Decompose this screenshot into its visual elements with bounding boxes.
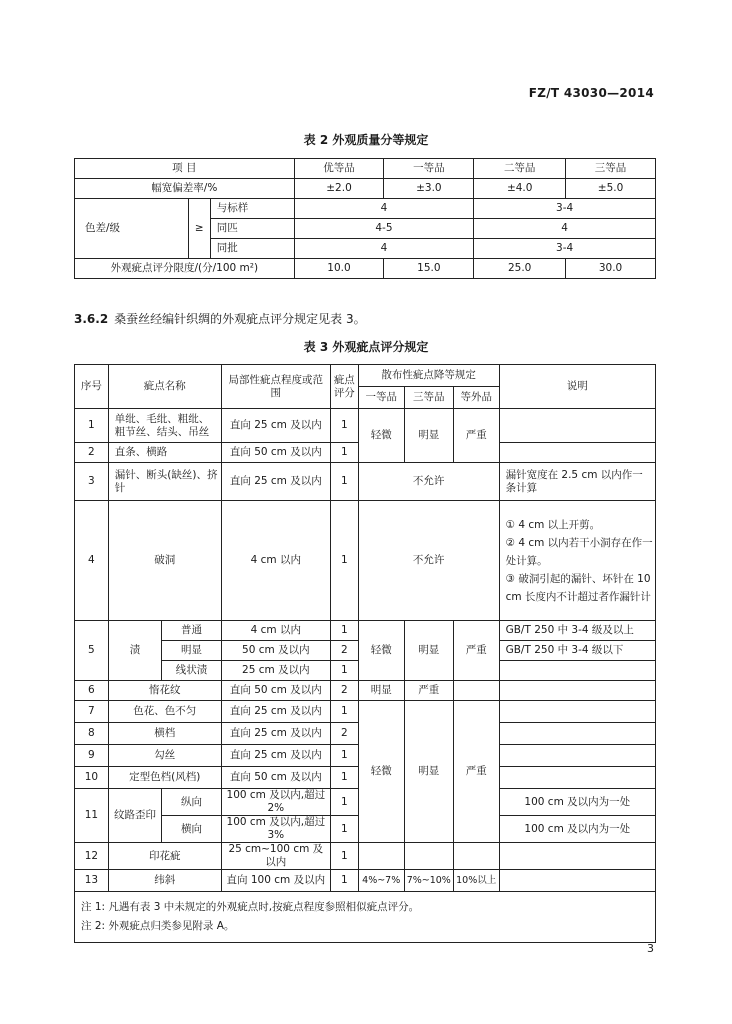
table3-cell: 1 [330, 409, 358, 443]
table3-cell: 漏针宽度在 2.5 cm 以内作一条计算 [499, 463, 655, 501]
table2-grade-first: 一等品 [384, 159, 474, 179]
table3-cell: 1 [330, 621, 358, 641]
table3-header-name: 疵点名称 [108, 365, 221, 409]
table2-cell: 4-5 [294, 219, 474, 239]
table3-cell: 渍 [108, 621, 162, 681]
table2-cell: 外观疵点评分限度/(分/100 m²) [75, 259, 295, 279]
table3-row [75, 843, 656, 870]
table2-grade-excellent: 优等品 [294, 159, 384, 179]
table3-cell [453, 681, 499, 701]
table2-cell: ±3.0 [384, 179, 474, 199]
table2-cell: 10.0 [294, 259, 384, 279]
clause-number: 3.6.2 [74, 312, 109, 326]
table3-cell [499, 870, 655, 892]
table3-cell: 轻微 [358, 621, 404, 681]
table3-cell: 轻微 [358, 701, 404, 843]
note-line: ① 4 cm 以上开剪。 [505, 518, 601, 531]
standard-number: FZ/T 43030—2014 [528, 86, 654, 100]
table3-cell: 直向 100 cm 及以内 [221, 870, 330, 892]
table3-cell: 1 [330, 816, 358, 843]
table3-cell: 明显 [404, 701, 453, 843]
table2-cell: 4 [294, 199, 474, 219]
table3-cell: 2 [75, 443, 109, 463]
table3-cell [499, 443, 655, 463]
table3-cell: 50 cm 及以内 [221, 641, 330, 661]
table3-cell: 25 cm 及以内 [221, 661, 330, 681]
table3-cell: 4 cm 以内 [221, 621, 330, 641]
table3-cell: 2 [330, 681, 358, 701]
table3-cell: 1 [330, 701, 358, 723]
table3-cell [499, 701, 655, 723]
table3-cell: 漏针、断头(缺丝)、挤针 [108, 463, 221, 501]
table3-cell: 直向 50 cm 及以内 [221, 767, 330, 789]
table3-cell: 1 [330, 745, 358, 767]
table3-cell: GB/T 250 中 3-4 级及以上 [499, 621, 655, 641]
table3-cell: 11 [75, 789, 109, 843]
table3-cell [499, 723, 655, 745]
table2-cell: 4 [474, 219, 656, 239]
table3-header-note: 说明 [499, 365, 655, 409]
table3-cell: 严重 [453, 409, 499, 463]
table3-cell: 10%以上 [453, 870, 499, 892]
table3-cell: 100 cm 及以内为一处 [499, 789, 655, 816]
table3-cell: 纹路歪印 [108, 789, 162, 843]
table3-cell: 6 [75, 681, 109, 701]
table3-cell: 横档 [108, 723, 221, 745]
table3-cell: 惰花纹 [108, 681, 221, 701]
table3-cell: 直向 25 cm 及以内 [221, 745, 330, 767]
table3-cell: 1 [330, 661, 358, 681]
table2-cell: ±4.0 [474, 179, 566, 199]
table3-cell: 10 [75, 767, 109, 789]
table3-cell [453, 843, 499, 870]
table3-cell: 1 [330, 501, 358, 621]
table3-cell: 破洞 [108, 501, 221, 621]
table3-cell: 2 [330, 723, 358, 745]
table3-cell: 单纰、毛纰、粗纰、粗节丝、结头、吊丝 [108, 409, 221, 443]
table3-cell: 明显 [162, 641, 221, 661]
page-number: 3 [647, 942, 654, 955]
table3-header-score: 疵点评分 [330, 365, 358, 409]
table2 [74, 158, 656, 279]
table2-cell: 与标样 [210, 199, 294, 219]
table3-header-grade: 三等品 [404, 387, 453, 409]
table3-cell: 严重 [453, 621, 499, 681]
table3-cell: 定型色档(风档) [108, 767, 221, 789]
note-line: ② 4 cm 以内若干小洞存在作一处计算。 [505, 536, 653, 567]
table3-cell: 4 cm 以内 [221, 501, 330, 621]
table3-cell: 直向 25 cm 及以内 [221, 723, 330, 745]
table3-cell: 印花疵 [108, 843, 221, 870]
table3-row [75, 701, 656, 723]
table3-cell: 1 [330, 843, 358, 870]
clause-text: 桑蚕丝经编针织绸的外观疵点评分规定见表 3。 [114, 312, 366, 326]
table3-row [75, 463, 656, 501]
table3-cell: 8 [75, 723, 109, 745]
table3-cell [499, 767, 655, 789]
table3-cell: 3 [75, 463, 109, 501]
table3-row [75, 681, 656, 701]
table3-cell: 勾丝 [108, 745, 221, 767]
table2-cell: 25.0 [474, 259, 566, 279]
table3-cell: 不允许 [358, 463, 499, 501]
table2-grade-second: 二等品 [474, 159, 566, 179]
table3-cell: 4%~7% [358, 870, 404, 892]
table3-header-row [75, 365, 656, 387]
table3-cell: 25 cm~100 cm 及以内 [221, 843, 330, 870]
table3-cell: 直向 50 cm 及以内 [221, 681, 330, 701]
table3-cell: 直向 50 cm 及以内 [221, 443, 330, 463]
table2-item-header: 项 目 [75, 159, 295, 179]
table3-cell: 1 [330, 443, 358, 463]
clause-3-6-2 [74, 310, 366, 327]
table3-cell: 1 [330, 767, 358, 789]
table3-cell [499, 409, 655, 443]
table3-row [75, 409, 656, 443]
table2-title: 表 2 外观质量分等规定 [303, 133, 429, 147]
table3-cell: 12 [75, 843, 109, 870]
table3-cell [499, 843, 655, 870]
table3-title: 表 3 外观疵点评分规定 [303, 340, 429, 354]
table2-cell: 同批 [210, 239, 294, 259]
table2-header-row [75, 159, 656, 179]
table3-cell: 100 cm 及以内,超过 3% [221, 816, 330, 843]
table2-cell: 30.0 [566, 259, 656, 279]
table3-header-extent: 局部性疵点程度或范围 [221, 365, 330, 409]
table3-cell: 不允许 [358, 501, 499, 621]
table3-cell [499, 745, 655, 767]
table3-cell: 直向 25 cm 及以内 [221, 409, 330, 443]
table3-cell: 1 [330, 463, 358, 501]
table3-cell: 1 [330, 870, 358, 892]
table2-color-label: 色差/级 [75, 199, 189, 259]
table3-cell: 100 cm 及以内,超过 2% [221, 789, 330, 816]
table2-color-sign: ≥ [188, 199, 210, 259]
table2-cell: 幅宽偏差率/% [75, 179, 295, 199]
table3-cell: 严重 [404, 681, 453, 701]
table3-row [75, 621, 656, 641]
table3-cell [358, 843, 404, 870]
table3-cell: 明显 [404, 621, 453, 681]
table3-cell [499, 501, 655, 621]
table3-cell: 2 [330, 641, 358, 661]
table3-cell: 色花、色不匀 [108, 701, 221, 723]
table3-cell: 轻微 [358, 409, 404, 463]
table3-cell: GB/T 250 中 3-4 级以下 [499, 641, 655, 661]
table3-header-grade: 等外品 [453, 387, 499, 409]
table3-header-no: 序号 [75, 365, 109, 409]
table3-cell: 直条、横路 [108, 443, 221, 463]
table3-notes [75, 892, 656, 943]
table3-cell: 5 [75, 621, 109, 681]
table2-cell: 同匹 [210, 219, 294, 239]
table3-cell [499, 661, 655, 681]
table3-cell: 4 [75, 501, 109, 621]
table2-cell: 3-4 [474, 199, 656, 219]
table3-header-grade: 一等品 [358, 387, 404, 409]
table3-cell: 纵向 [162, 789, 221, 816]
table2-row [75, 199, 656, 219]
table3-cell: 1 [75, 409, 109, 443]
table3-cell: 线状渍 [162, 661, 221, 681]
table3-cell [404, 843, 453, 870]
table2-cell: 15.0 [384, 259, 474, 279]
table2-cell: 3-4 [474, 239, 656, 259]
note-1: 注 1: 凡遇有表 3 中未规定的外观疵点时,按疵点程度参照相似疵点评分。 [81, 901, 420, 913]
table3-row [75, 501, 656, 621]
table3-cell: 7 [75, 701, 109, 723]
table3-cell: 横向 [162, 816, 221, 843]
table2-row [75, 179, 656, 199]
table3-cell: 13 [75, 870, 109, 892]
table3 [74, 364, 656, 943]
table3-notes-row [75, 892, 656, 943]
table3-cell: 7%~10% [404, 870, 453, 892]
table3-cell: 纬斜 [108, 870, 221, 892]
table3-cell: 明显 [358, 681, 404, 701]
table2-grade-third: 三等品 [566, 159, 656, 179]
note-line: ③ 破洞引起的漏针、坏针在 10 cm 长度内不计超过者作漏针计 [505, 572, 651, 603]
note-2: 注 2: 外观疵点归类参见附录 A。 [81, 920, 235, 932]
table2-cell: ±5.0 [566, 179, 656, 199]
table3-cell: 直向 25 cm 及以内 [221, 463, 330, 501]
table3-cell: 普通 [162, 621, 221, 641]
table3-cell: 明显 [404, 409, 453, 463]
table2-row [75, 259, 656, 279]
table3-cell: 9 [75, 745, 109, 767]
table2-cell: 4 [294, 239, 474, 259]
table3-header-scattered: 散布性疵点降等规定 [358, 365, 499, 387]
table3-cell [499, 681, 655, 701]
table2-cell: ±2.0 [294, 179, 384, 199]
table3-row [75, 870, 656, 892]
table3-cell: 严重 [453, 701, 499, 843]
table3-cell: 1 [330, 789, 358, 816]
table3-cell: 直向 25 cm 及以内 [221, 701, 330, 723]
table3-cell: 100 cm 及以内为一处 [499, 816, 655, 843]
